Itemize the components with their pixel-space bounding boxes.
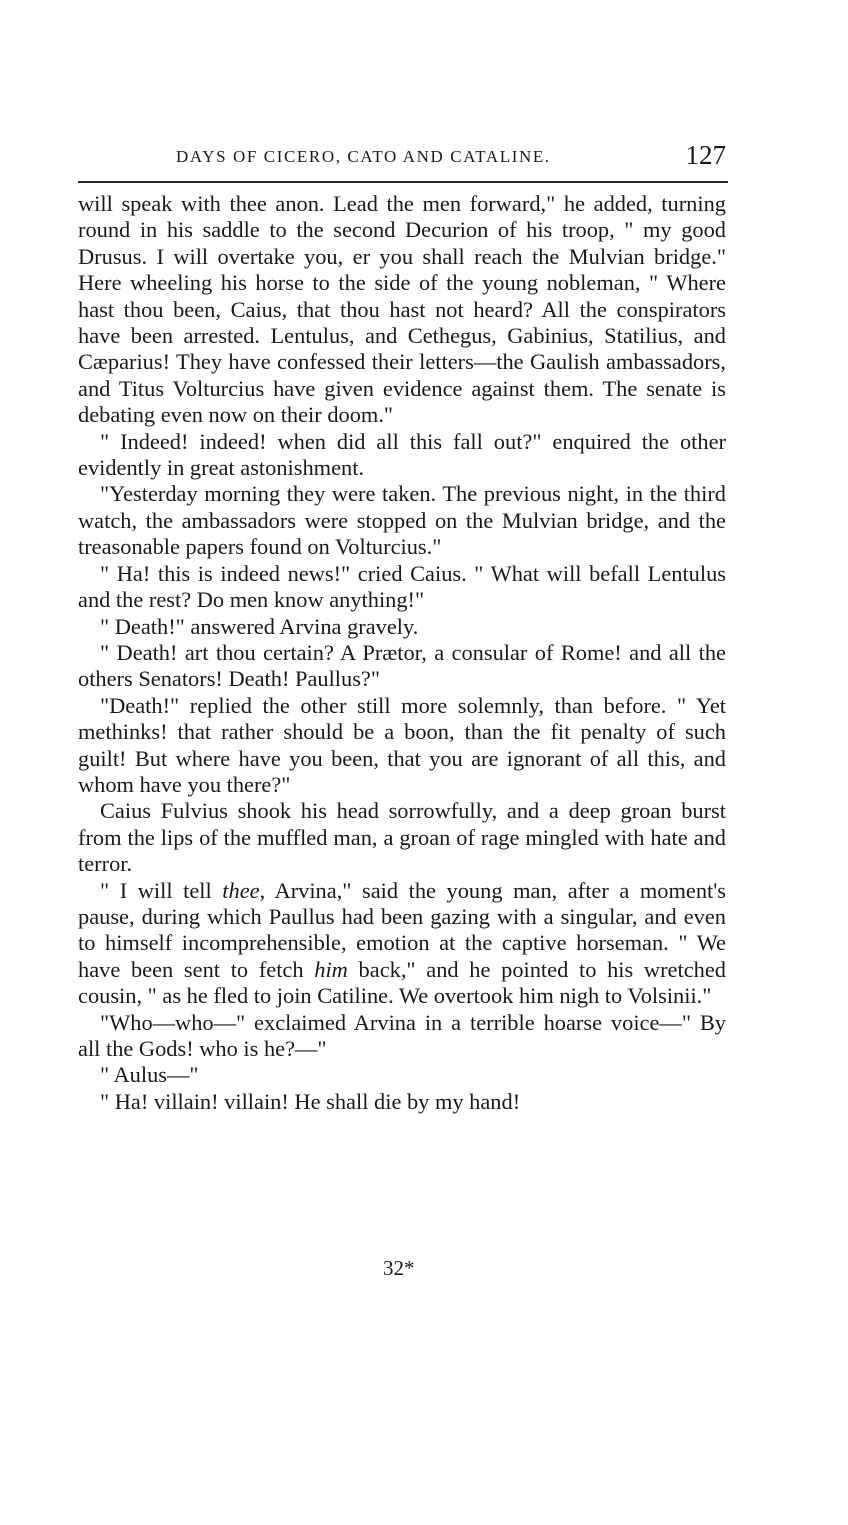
paragraph-6: " Death! art thou certain? A Prætor, a consular of Rome! and all the others Senators! Death! Paullus?"	[78, 639, 726, 692]
paragraph-8: Caius Fulvius shook his head sorrowfully, and a deep groan burst from the lips of the muffled man, a groan of rage mingled with hate and terror.	[78, 798, 726, 877]
paragraph-4: " Ha! this is indeed news!" cried Caius. " What will befall Lentulus and the rest? Do men know anything!"	[78, 560, 726, 613]
paragraph-10: "Who—who—" exclaimed Arvina in a terrible hoarse voice—" By all the Gods! who is he?—"	[78, 1009, 726, 1061]
paragraph-5: " Death!" answered Arvina gravely.	[100, 613, 419, 639]
paragraph-2: " Indeed! indeed! when did all this fall out?" enquired the other evidently in great astonishment.	[78, 428, 726, 481]
paragraph-7: "Death!" replied the other still more solemnly, than before. " Yet methinks! that rather should be a boon, than the fit penalty of such guilt! But where have you been, that you are ignorant of all this, and whom have you there?"	[78, 692, 726, 797]
emphasis-thee: thee	[222, 877, 260, 903]
paragraph-1: will speak with thee anon. Lead the men forward," he added, turning round in his saddle to the second Decurion of his troop, " my good Drusus. I will overtake you, er you shall reach the Mulvian bridge." Here wheeling his horse to the side of the young nobleman, " Where hast thou been, Caius, that thou hast not heard? All the conspirators have been arrested. Lentulus, and Cethegus, Gabinius, Statilius, and Cæparius! They have confessed their letters—the Gaulish ambassadors, and Titus Volturcius have given evidence against them. The senate is debating even now on their doom."	[78, 191, 726, 428]
paragraph-3: "Yesterday morning they were taken. The previous night, in the third watch, the ambassadors were stopped on the Mulvian bridge, and the treasonable papers found on Volturcius."	[78, 481, 726, 560]
running-title: DAYS OF CICERO, CATO AND CATALINE.	[176, 147, 551, 166]
paragraph-9: " I will tell thee, Arvina," said the young man, after a moment's pause, during which Paullus had been gazing with a singular, and even to himself incomprehensible, emotion at the captive horseman. " We have been sent to fetch him back," and he pointed to his wretched cousin, " as he fled to join Catiline. We overtook him nigh to Volsinii."	[78, 877, 727, 1009]
paragraph-12: " Ha! villain! villain! He shall die by my hand!	[100, 1088, 521, 1114]
emphasis-him: him	[314, 956, 348, 982]
header-rule	[78, 181, 728, 183]
running-head	[78, 140, 726, 182]
paragraph-11: " Aulus—"	[100, 1062, 199, 1088]
page-number: 127	[685, 140, 726, 170]
signature-mark: 32*	[383, 1256, 415, 1280]
body-text	[78, 191, 726, 1115]
